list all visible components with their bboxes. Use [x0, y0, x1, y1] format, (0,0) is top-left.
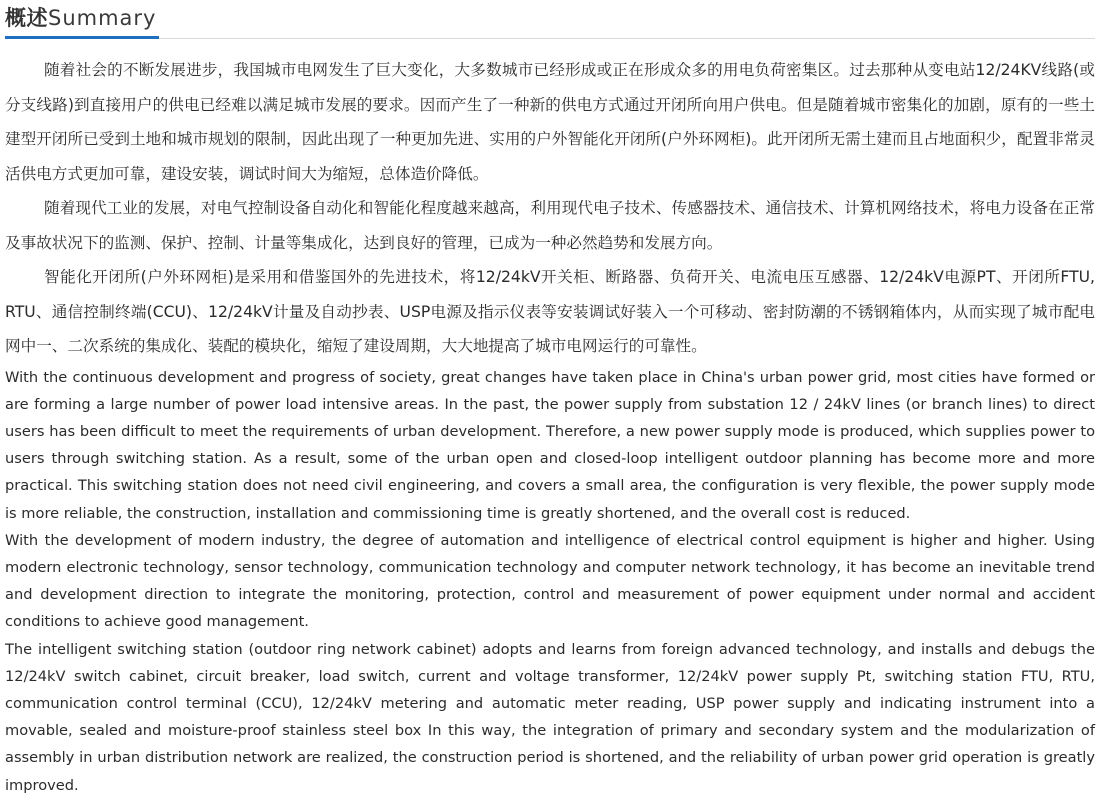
zh-paragraph-1: 随着社会的不断发展进步，我国城市电网发生了巨大变化，大多数城市已经形成或正在形成众多的用电负荷密集区。过去那种从变电站12/24KV线路(或分支线路)到直接用户的供电已经难以满足城市发展的要求。因而产生了一种新的供电方式通过开闭所向用户供电。但是随着城市密集化的加剧，原有的一些土建型开闭所已受到土地和城市规划的限制，因此出现了一种更加先进、实用的户外智能化开闭所(户外环网柜)。此开闭所无需土建而且占地面积少，配置非常灵活供电方式更加可靠，建设安装，调试时间大为缩短，总体造价降低。	[5, 61, 1095, 183]
en-paragraph-3: The intelligent switching station (outdoor ring network cabinet) adopts and learns from foreign advanced technology, and installs and debugs the 12/24kV switch cabinet, circuit breaker, load switch, current and voltage transformer, 12/24kV power supply Pt, switching station FTU, RTU, communication control terminal (CCU), 12/24kV metering and automatic meter reading, USP power supply and indicating instrument into a movable, sealed and moisture-proof stainless steel box In this way, the integration of primary and secondary system and the modularization of assembly in urban distribution network are realized, the construction period is shortened, and the reliability of urban power grid operation is greatly improved.	[5, 640, 1095, 794]
title-accent-underline	[5, 36, 159, 39]
section-title-en: Summary	[48, 6, 157, 30]
en-paragraph-1: With the continuous development and progress of society, great changes have taken place in China's urban power grid, most cities have formed or are forming a large number of power load intensive areas. In the past, the power supply from substation 12 / 24kV lines (or branch lines) to direct users has been difficult to meet the requirements of urban development. Therefore, a new power supply mode is produced, which supplies power to users through switching station. As a result, some of the urban open and closed-loop intelligent outdoor planning has become more and more practical. This switching station does not need civil engineering, and covers a small area, the configuration is very flexible, the power supply mode is more reliable, the construction, installation and commissioning time is greatly shortened, and the overall cost is reduced.	[5, 368, 1095, 522]
section-title-zh: 概述	[5, 6, 48, 30]
english-section	[5, 364, 1095, 799]
section-title	[5, 4, 156, 36]
zh-paragraph-2: 随着现代工业的发展，对电气控制设备自动化和智能化程度越来越高，利用现代电子技术、传感器技术、通信技术、计算机网络技术，将电力设备在正常及事故状况下的监测、保护、控制、计量等集成化，达到良好的管理，已成为一种必然趋势和发展方向。	[5, 199, 1095, 252]
en-paragraph-2: With the development of modern industry, the degree of automation and intelligence of electrical control equipment is higher and higher. Using modern electronic technology, sensor technology, communication technology and computer network technology, it has become an inevitable trend and development direction to integrate the monitoring, protection, control and measurement of power equipment under normal and accident conditions to achieve good management.	[5, 531, 1095, 631]
section-header	[5, 0, 1095, 39]
summary-content	[5, 53, 1095, 799]
zh-paragraph-3: 智能化开闭所(户外环网柜)是采用和借鉴国外的先进技术，将12/24kV开关柜、断路器、负荷开关、电流电压互感器、12/24kV电源PT、开闭所FTU, RTU、通信控制终端(CCU)、12/24kV计量及自动抄表、USP电源及指示仪表等安装调试好装入一个可移动、密封防潮的不锈钢箱体内，从而实现了城市配电网中一、二次系统的集成化、装配的模块化，缩短了建设周期，大大地提高了城市电网运行的可靠性。	[5, 268, 1095, 355]
